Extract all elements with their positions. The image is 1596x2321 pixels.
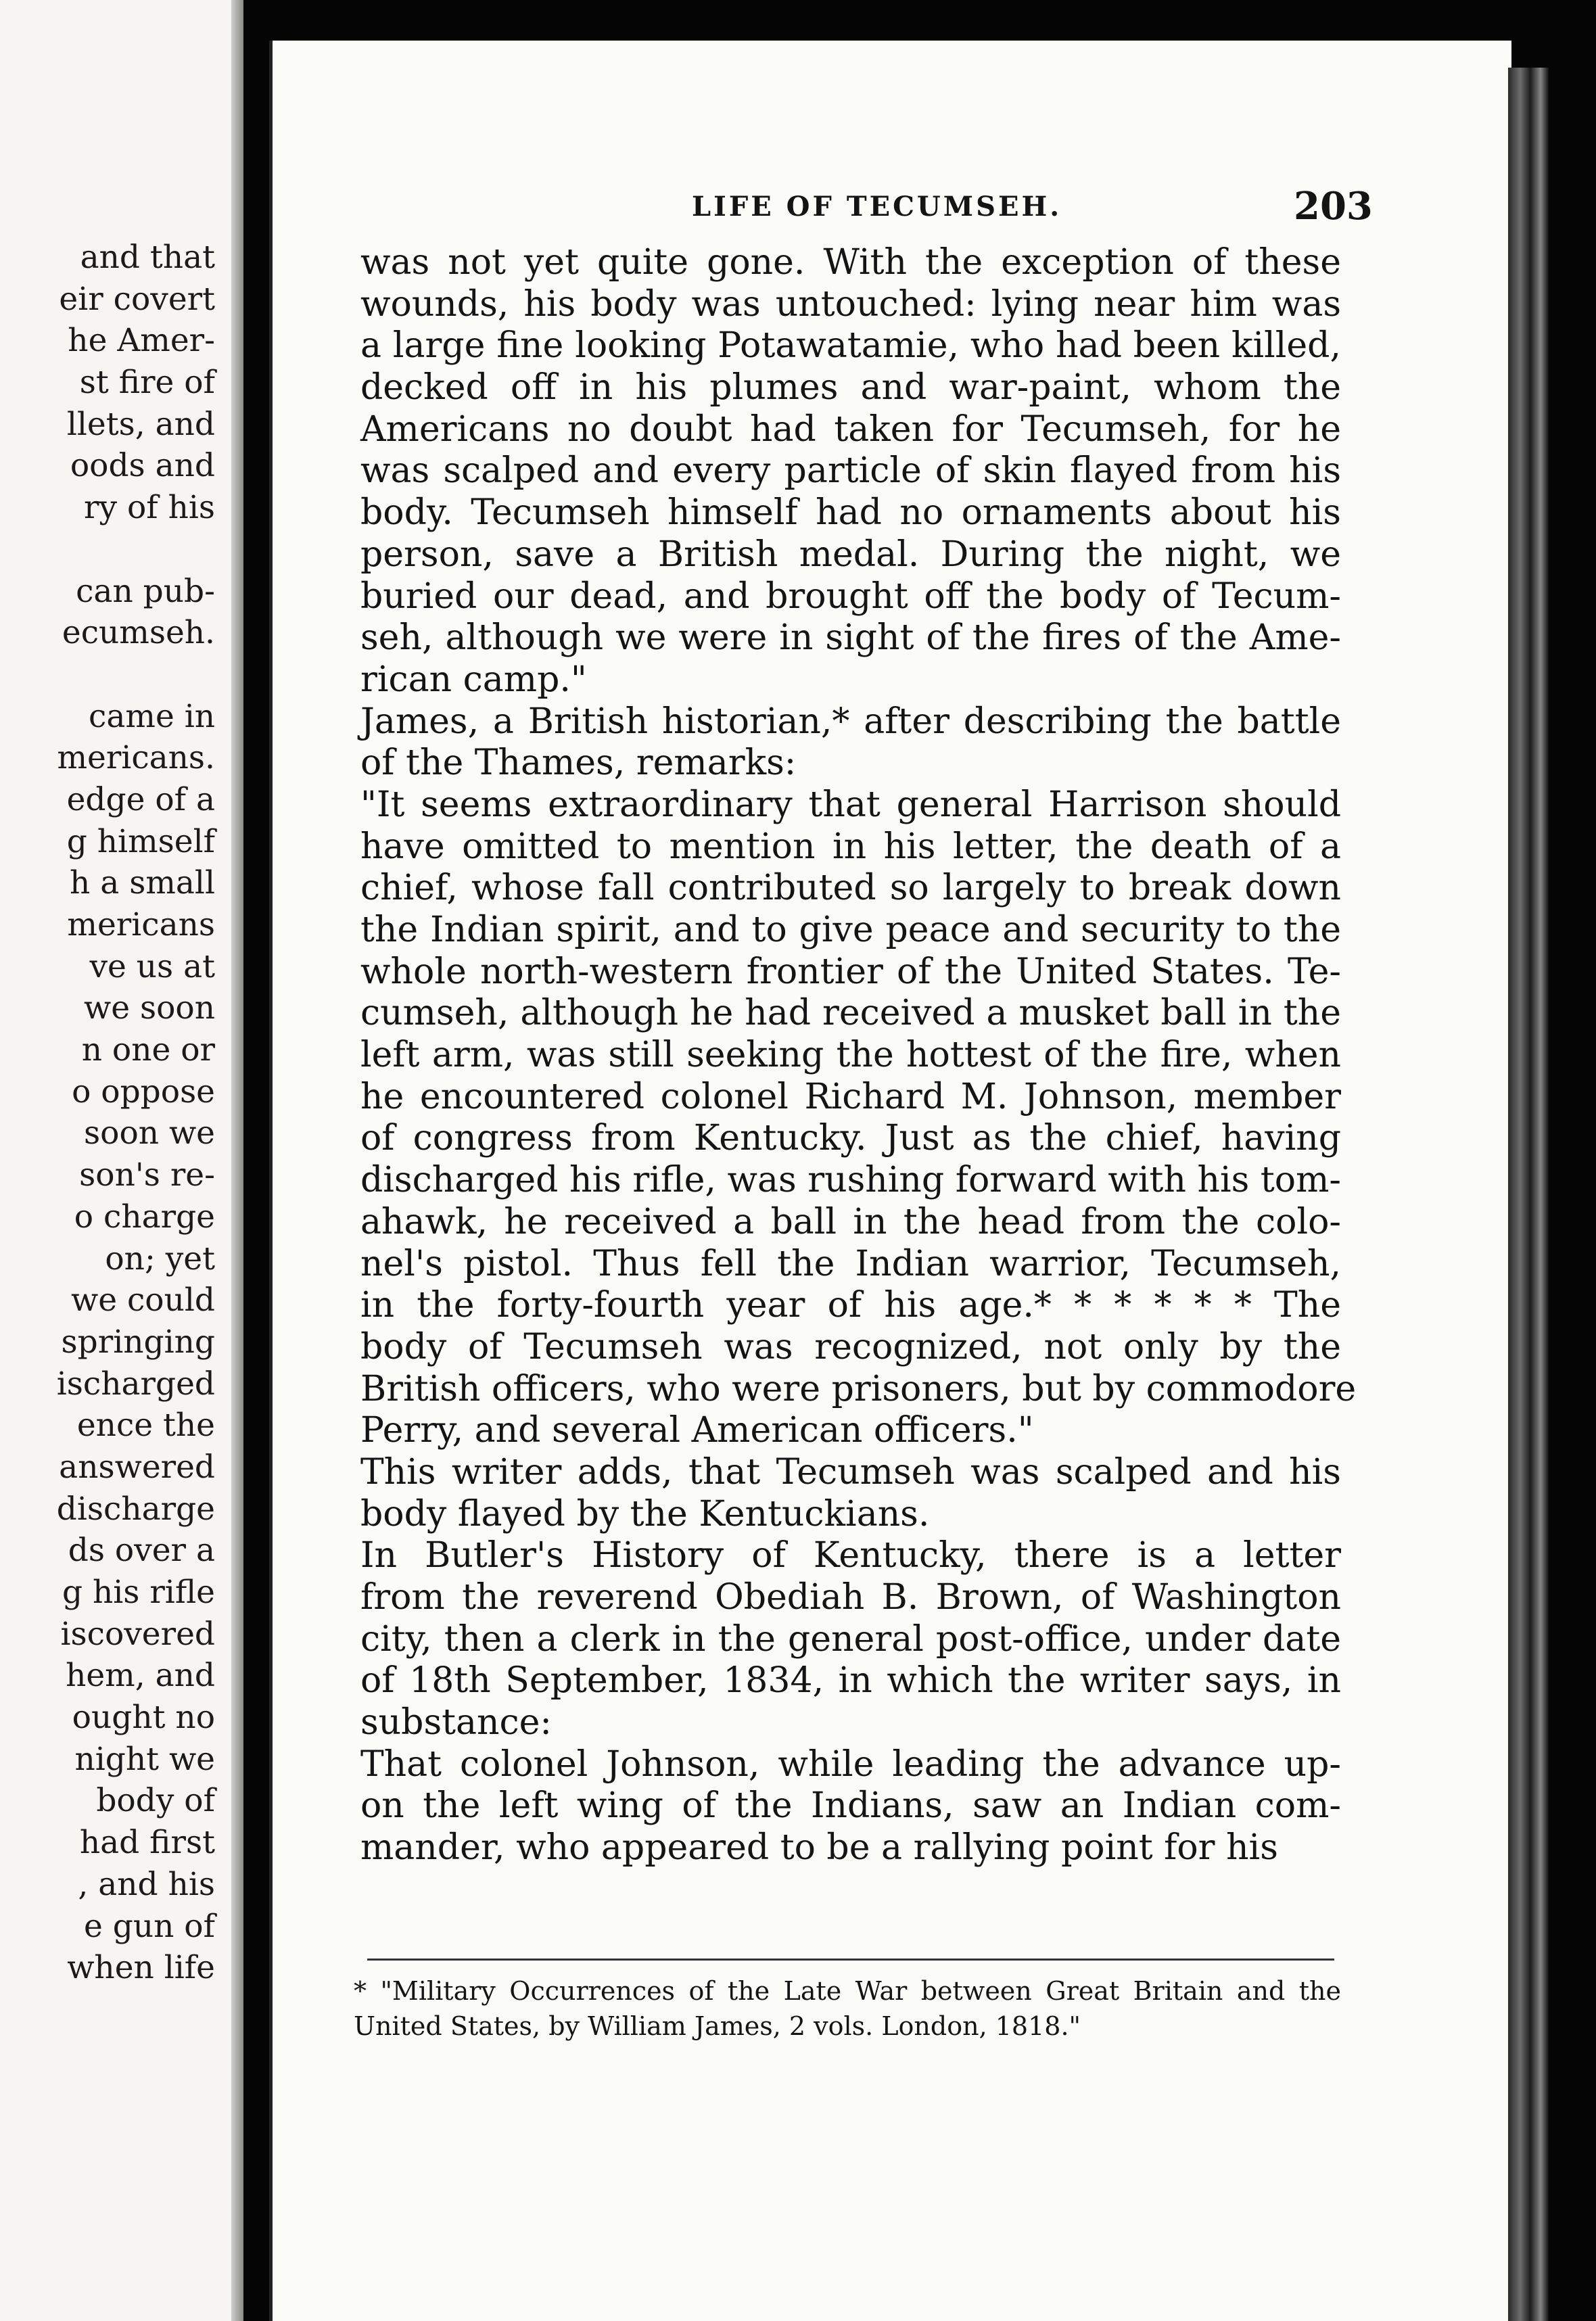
page-body-text — [360, 242, 1357, 1869]
text-line: ecumseh. — [62, 614, 215, 652]
text-line: ought no — [72, 1699, 215, 1737]
text-line: discharge — [56, 1490, 215, 1528]
text-line: g his rifle — [62, 1574, 215, 1611]
text-line: answered — [59, 1448, 215, 1486]
text-line — [57, 529, 215, 571]
text-line: e gun of — [83, 1907, 215, 1945]
text-line: had first — [79, 1824, 215, 1862]
text-line: , and his — [78, 1865, 215, 1903]
text-line: chief, whose fall contributed so largely to break down — [360, 868, 1341, 909]
text-line: was scalped and every particle of skin flayed from his — [360, 450, 1341, 492]
text-line: o charge — [74, 1198, 215, 1236]
text-line: nel's pistol. Thus fell the Indian warrior, Tecumseh, — [360, 1243, 1341, 1284]
text-line: buried our dead, and brought off the body of Tecum- — [360, 576, 1341, 617]
text-line: person, save a British medal. During the night, we — [360, 534, 1341, 575]
text-line: substance: — [360, 1702, 552, 1743]
text-line: of congress from Kentucky. Just as the chief, having — [360, 1118, 1341, 1159]
text-line: springing — [61, 1323, 215, 1361]
text-line: o oppose — [72, 1073, 215, 1110]
footnote — [354, 1973, 1341, 2044]
text-line: n one or — [81, 1031, 215, 1069]
text-line: ds over a — [68, 1532, 215, 1570]
text-line: llets, and — [66, 405, 215, 443]
text-line: we could — [71, 1282, 215, 1319]
text-line: have omitted to mention in his letter, the death of a — [360, 826, 1341, 867]
right-page — [269, 41, 1511, 2321]
text-line: of the Thames, remarks: — [360, 743, 797, 784]
text-line: in the forty-fourth year of his age.* * * * * * The — [360, 1285, 1341, 1326]
text-line: ahawk, he received a ball in the head from the colo- — [360, 1201, 1341, 1242]
text-line: seh, although we were in sight of the fires of the Ame- — [360, 617, 1341, 659]
text-line: the Indian spirit, and to give peace and security to the — [360, 910, 1341, 950]
text-line: Americans no doubt had taken for Tecumseh, for he — [360, 408, 1341, 450]
text-line: we soon — [84, 989, 215, 1027]
text-line: he Amer- — [68, 322, 215, 360]
left-facing-page — [0, 0, 243, 2321]
text-line: "It seems extraordinary that general Harrison should — [360, 784, 1341, 825]
page-gutter — [231, 0, 243, 2321]
text-line: That colonel Johnson, while leading the advance up- — [360, 1743, 1341, 1785]
text-line: wounds, his body was untouched: lying near him was — [360, 283, 1341, 325]
text-line: United States, by William James, 2 vols. London, 1818." — [354, 2011, 1081, 2041]
text-line: eir covert — [59, 280, 215, 318]
text-line: mericans — [67, 906, 215, 943]
text-line: son's re- — [79, 1156, 215, 1194]
text-line: night we — [74, 1740, 215, 1778]
text-line: body of Tecumseh was recognized, not only by the — [360, 1326, 1341, 1367]
text-line: city, then a clerk in the general post-office, under date — [360, 1618, 1341, 1660]
text-line: James, a British historian,* after describing the battle — [360, 701, 1341, 742]
text-line: whole north-western frontier of the United States. Te- — [360, 951, 1341, 992]
text-line: * "Military Occurrences of the Late War between Great Britain and the — [354, 1976, 1341, 2006]
text-line: soon we — [84, 1115, 215, 1152]
text-line: mander, who appeared to be a rallying point for his — [360, 1827, 1278, 1869]
running-head: LIFE OF TECUMSEH. — [692, 191, 1062, 222]
text-line: h a small — [70, 864, 215, 902]
text-line: ischarged — [56, 1365, 215, 1403]
text-line: cumseh, although he had received a musket ball in the — [360, 993, 1341, 1034]
text-line: left arm, was still seeking the hottest of the fire, when — [360, 1035, 1341, 1076]
text-line: mericans. — [57, 739, 215, 777]
page-header — [273, 184, 1511, 238]
text-line: from the reverend Obediah B. Brown, of Washington — [360, 1577, 1341, 1618]
text-line: st fire of — [79, 364, 215, 402]
text-line: In Butler's History of Kentucky, there is a letter — [360, 1535, 1341, 1576]
page-number: 203 — [1294, 184, 1373, 229]
text-line: British officers, who were prisoners, but by commodore — [360, 1368, 1357, 1409]
text-line: edge of a — [66, 780, 215, 818]
text-line: discharged his rifle, was rushing forward with his tom- — [360, 1160, 1341, 1201]
text-line: a large fine looking Potawatamie, who had been killed, — [360, 325, 1341, 367]
text-line: came in — [89, 697, 215, 735]
text-line: was not yet quite gone. With the exception of these — [360, 242, 1341, 283]
text-line: Perry, and several American officers." — [360, 1410, 1034, 1451]
text-line — [57, 654, 215, 696]
text-line: body flayed by the Kentuckians. — [360, 1493, 930, 1534]
text-line: decked off in his plumes and war-paint, whom the — [360, 367, 1341, 408]
text-line: rican camp." — [360, 659, 587, 700]
text-line: body of — [96, 1782, 215, 1820]
text-line: hem, and — [66, 1657, 215, 1695]
text-line: and that — [80, 239, 215, 276]
text-line: body. Tecumseh himself had no ornaments about his — [360, 492, 1341, 534]
text-line: g himself — [66, 822, 215, 860]
footnote-rule — [367, 1959, 1334, 1961]
text-line: oods and — [70, 447, 215, 485]
text-line: ence the — [76, 1407, 215, 1445]
text-line: ry of his — [83, 489, 215, 527]
text-line: can pub- — [76, 572, 215, 610]
text-line: of 18th September, 1834, in which the writer says, in — [360, 1660, 1341, 1702]
page-edges — [1508, 68, 1549, 2321]
text-line: ve us at — [89, 947, 215, 985]
left-page-text — [57, 237, 215, 1989]
text-line: This writer adds, that Tecumseh was scalped and his — [360, 1451, 1341, 1493]
text-line: on; yet — [105, 1240, 215, 1277]
text-line: on the left wing of the Indians, saw an Indian com- — [360, 1785, 1341, 1827]
text-line: he encountered colonel Richard M. Johnson, member — [360, 1076, 1341, 1117]
text-line: when life — [67, 1949, 215, 1987]
text-line: iscovered — [60, 1615, 215, 1653]
